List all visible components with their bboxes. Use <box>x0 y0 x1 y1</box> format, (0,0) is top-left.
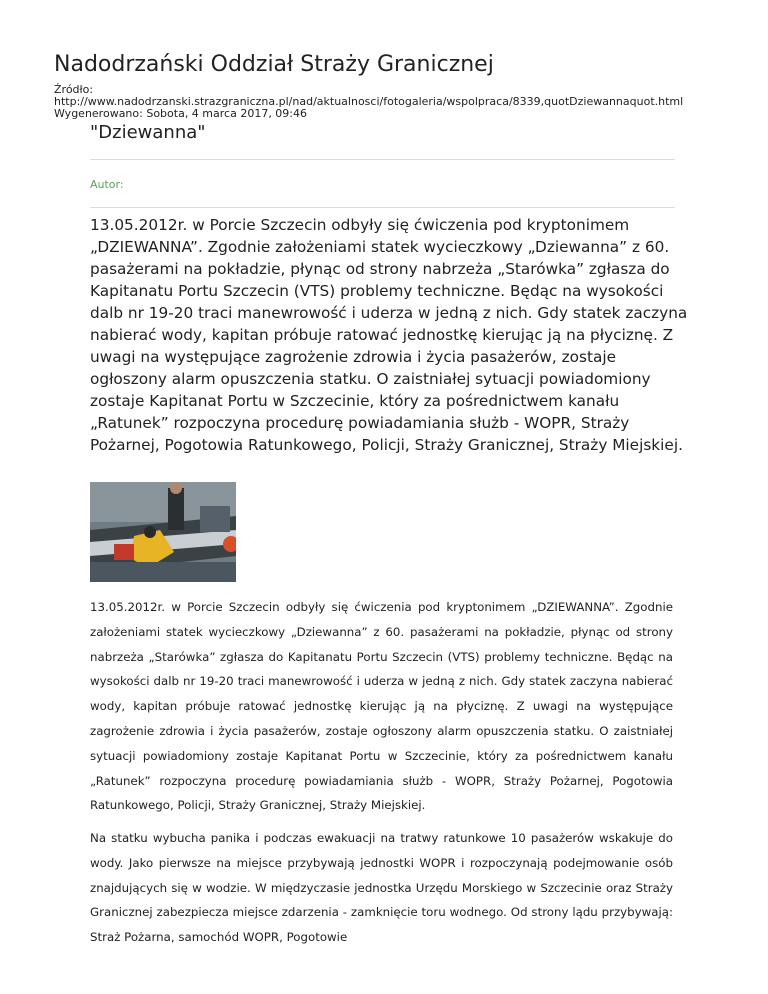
source-label: Źródło: <box>54 83 94 96</box>
article-paragraph: 13.05.2012r. w Porcie Szczecin odbyły się ćwiczenia pod kryptonimem „DZIEWANNA”. Zgodnie założeniami statek wycieczkowy „Dziewanna” z 60. pasażerami na pokładzie, płynąc od strony nabrzeża „Starówka” zgłasza do Kapitanatu Portu Szczecin (VTS) problemy techniczne. Będąc na wysokości dalb nr 19-20 traci manewrowość i uderza w jedną z nich. Gdy statek zaczyna nabierać wody, kapitan próbuje ratować jednostkę kierując ją na płyciznę. Z uwagi na występujące zagrożenie zdrowia i życia pasażerów, zostaje ogłoszony alarm opuszczenia statku. O zaistniałej sytuacji powiadomiony zostaje Kapitanat Portu w Szczecinie, który za pośrednictwem kanału „Ratunek” rozpoczyna procedurę powiadamiania służb - WOPR, Straży Pożarnej, Pogotowia Ratunkowego, Policji, Straży Granicznej, Straży Miejskiej. <box>90 600 673 813</box>
article-title: "Dziewanna" <box>90 122 206 143</box>
document-meta <box>54 84 754 120</box>
site-title: Nadodrzański Oddział Straży Granicznej <box>54 52 494 77</box>
article-lead: 13.05.2012r. w Porcie Szczecin odbyły się ćwiczenia pod kryptonimem „DZIEWANNA”. Zgodnie założeniami statek wycieczkowy „Dziewanna” z 60. pasażerami na pokładzie, płynąc od strony nabrzeża „Starówka” zgłasza do Kapitanatu Portu Szczecin (VTS) problemy techniczne. Będąc na wysokości dalb nr 19-20 traci manewrowość i uderza w jedną z nich. Gdy statek zaczyna nabierać wody, kapitan próbuje ratować jednostkę kierując ją na płyciznę. Z uwagi na występujące zagrożenie zdrowia i życia pasażerów, zostaje ogłoszony alarm opuszczenia statku. O zaistniałej sytuacji powiadomiony zostaje Kapitanat Portu w Szczecinie, który za pośrednictwem kanału „Ratunek” rozpoczyna procedurę powiadamiania służb - WOPR, Straży Pożarnej, Pogotowia Ratunkowego, Policji, Straży Granicznej, Straży Miejskiej. <box>90 216 688 454</box>
author-label: Autor: <box>90 178 124 191</box>
source-url[interactable]: http://www.nadodrzanski.strazgraniczna.pl/nad/aktualnosci/fotogaleria/wspolpraca/8339,quotDziewannaquot.html <box>54 95 684 108</box>
divider <box>90 159 675 160</box>
generated-date: Wygenerowano: Sobota, 4 marca 2017, 09:46 <box>54 107 308 120</box>
article-photo[interactable] <box>90 482 236 582</box>
divider <box>90 207 675 208</box>
article-paragraph: Na statku wybucha panika i podczas ewakuacji na tratwy ratunkowe 10 pasażerów wskakuje do wody. Jako pierwsze na miejsce przybywają jednostki WOPR i rozpoczynają podejmowanie osób znajdujących się w wodzie. W międzyczasie jednostka Urzędu Morskiego w Szczecinie oraz Straży Granicznej zabezpiecza miejsce zdarzenia - zamknięcie toru wodnego. Od strony lądu przybywają: Straż Pożarna, samochód WOPR, Pogotowie <box>90 831 673 945</box>
